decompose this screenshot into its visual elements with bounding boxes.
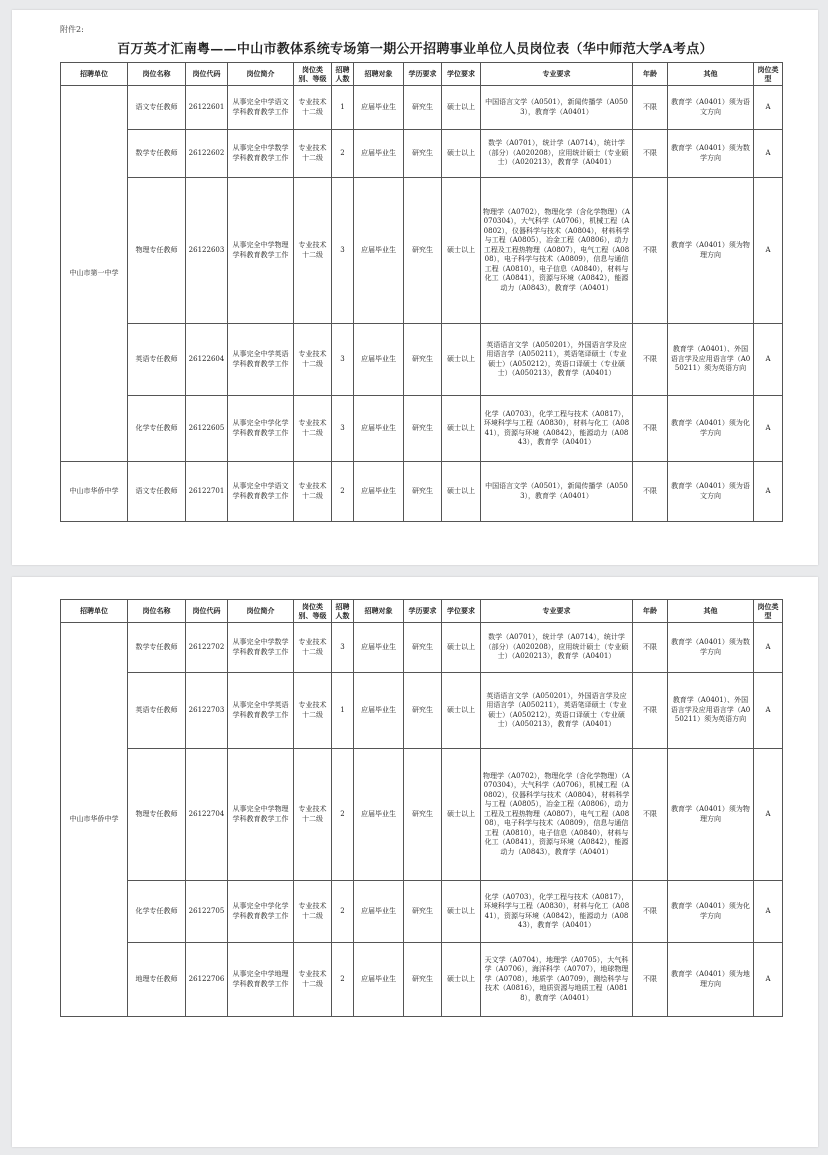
- hire-count: 2: [332, 881, 354, 943]
- position-name: 数学专任教师: [128, 130, 186, 178]
- major-requirement: 英语语言文学（A050201），外国语言学及应用语言学（A050211），英语笔译硕士（专业硕士）（A050212），英语口译硕士（专业硕士）（A050213），教育学（A0401）: [481, 673, 633, 749]
- education-requirement: 研究生: [404, 673, 442, 749]
- hire-count: 2: [332, 130, 354, 178]
- position-level: 专业技术十二级: [294, 673, 332, 749]
- age-requirement: 不限: [633, 462, 668, 522]
- position-type: A: [754, 881, 783, 943]
- degree-requirement: 硕士以上: [442, 324, 481, 396]
- column-header: 招聘人数: [332, 600, 354, 623]
- major-requirement: 中国语言文学（A0501），新闻传播学（A0503），教育学（A0401）: [481, 462, 633, 522]
- position-level: 专业技术十二级: [294, 943, 332, 1017]
- column-header: 岗位代码: [186, 600, 228, 623]
- other-requirement: 教育学（A0401）须为物理方向: [668, 749, 754, 881]
- column-header: 年龄: [633, 600, 668, 623]
- column-header: 其他: [668, 600, 754, 623]
- hire-count: 3: [332, 324, 354, 396]
- table-row: [61, 396, 783, 462]
- age-requirement: 不限: [633, 673, 668, 749]
- other-requirement: 教育学（A0401）须为地理方向: [668, 943, 754, 1017]
- position-level: 专业技术十二级: [294, 881, 332, 943]
- age-requirement: 不限: [633, 623, 668, 673]
- column-header: 岗位名称: [128, 600, 186, 623]
- column-header: 学历要求: [404, 600, 442, 623]
- degree-requirement: 硕士以上: [442, 943, 481, 1017]
- degree-requirement: 硕士以上: [442, 881, 481, 943]
- age-requirement: 不限: [633, 749, 668, 881]
- other-requirement: 教育学（A0401）须为语文方向: [668, 86, 754, 130]
- column-header: 岗位类别、等级: [294, 600, 332, 623]
- position-type: A: [754, 623, 783, 673]
- hire-count: 2: [332, 462, 354, 522]
- position-code: 26122601: [186, 86, 228, 130]
- major-requirement: 天文学（A0704），地理学（A0705），大气科学（A0706），海洋科学（A0707），地球物理学（A0708），地质学（A0709），测绘科学与技术（A0816），地质资源与地质工程（A0818），教育学（A0401）: [481, 943, 633, 1017]
- column-header: 岗位名称: [128, 63, 186, 86]
- other-requirement: 教育学（A0401）须为化学方向: [668, 396, 754, 462]
- position-code: 26122605: [186, 396, 228, 462]
- position-intro: 从事完全中学数学学科教育教学工作: [228, 130, 294, 178]
- hire-count: 1: [332, 86, 354, 130]
- position-type: A: [754, 86, 783, 130]
- other-requirement: 教育学（A0401）须为语文方向: [668, 462, 754, 522]
- education-requirement: 研究生: [404, 881, 442, 943]
- column-header: 年龄: [633, 63, 668, 86]
- position-intro: 从事完全中学化学学科教育教学工作: [228, 881, 294, 943]
- column-header: 岗位简介: [228, 600, 294, 623]
- position-level: 专业技术十二级: [294, 86, 332, 130]
- education-requirement: 研究生: [404, 86, 442, 130]
- position-intro: 从事完全中学英语学科教育教学工作: [228, 673, 294, 749]
- age-requirement: 不限: [633, 86, 668, 130]
- table-row: [61, 673, 783, 749]
- degree-requirement: 硕士以上: [442, 396, 481, 462]
- hire-target: 应届毕业生: [354, 749, 404, 881]
- hire-target: 应届毕业生: [354, 396, 404, 462]
- degree-requirement: 硕士以上: [442, 130, 481, 178]
- column-header: 招聘单位: [61, 63, 128, 86]
- position-type: A: [754, 462, 783, 522]
- positions-table-page-1: [60, 62, 783, 522]
- hire-count: 1: [332, 673, 354, 749]
- hire-target: 应届毕业生: [354, 462, 404, 522]
- position-level: 专业技术十二级: [294, 462, 332, 522]
- position-name: 化学专任教师: [128, 396, 186, 462]
- hire-target: 应届毕业生: [354, 881, 404, 943]
- position-code: 26122706: [186, 943, 228, 1017]
- hiring-unit: 中山市第一中学: [61, 86, 128, 462]
- degree-requirement: 硕士以上: [442, 673, 481, 749]
- position-type: A: [754, 673, 783, 749]
- position-type: A: [754, 324, 783, 396]
- column-header: 岗位类别、等级: [294, 63, 332, 86]
- hire-target: 应届毕业生: [354, 130, 404, 178]
- document-page-1: [12, 10, 818, 565]
- hire-count: 3: [332, 623, 354, 673]
- other-requirement: 教育学（A0401）、外国语言学及应用语言学（A050211）须为英语方向: [668, 324, 754, 396]
- education-requirement: 研究生: [404, 749, 442, 881]
- position-intro: 从事完全中学数学学科教育教学工作: [228, 623, 294, 673]
- document-title: 百万英才汇南粤——中山市教体系统专场第一期公开招聘事业单位人员岗位表（华中师范大学A考点）: [117, 42, 713, 57]
- annex-label: 附件2:: [60, 25, 84, 34]
- column-header: 专业要求: [481, 63, 633, 86]
- other-requirement: 教育学（A0401）须为数学方向: [668, 130, 754, 178]
- education-requirement: 研究生: [404, 943, 442, 1017]
- position-name: 英语专任教师: [128, 673, 186, 749]
- position-intro: 从事完全中学化学学科教育教学工作: [228, 396, 294, 462]
- hire-target: 应届毕业生: [354, 943, 404, 1017]
- position-level: 专业技术十二级: [294, 130, 332, 178]
- position-level: 专业技术十二级: [294, 178, 332, 324]
- degree-requirement: 硕士以上: [442, 86, 481, 130]
- position-name: 英语专任教师: [128, 324, 186, 396]
- major-requirement: 中国语言文学（A0501），新闻传播学（A0503），教育学（A0401）: [481, 86, 633, 130]
- column-header: 岗位代码: [186, 63, 228, 86]
- position-name: 语文专任教师: [128, 86, 186, 130]
- table-row: [61, 324, 783, 396]
- hire-target: 应届毕业生: [354, 324, 404, 396]
- degree-requirement: 硕士以上: [442, 749, 481, 881]
- other-requirement: 教育学（A0401）、外国语言学及应用语言学（A050211）须为英语方向: [668, 673, 754, 749]
- column-header: 岗位简介: [228, 63, 294, 86]
- position-type: A: [754, 749, 783, 881]
- position-code: 26122702: [186, 623, 228, 673]
- position-name: 语文专任教师: [128, 462, 186, 522]
- degree-requirement: 硕士以上: [442, 462, 481, 522]
- age-requirement: 不限: [633, 396, 668, 462]
- table-row: [61, 943, 783, 1017]
- position-code: 26122705: [186, 881, 228, 943]
- column-header: 学位要求: [442, 600, 481, 623]
- position-type: A: [754, 943, 783, 1017]
- major-requirement: 英语语言文学（A050201），外国语言学及应用语言学（A050211），英语笔译硕士（专业硕士）（A050212），英语口译硕士（专业硕士）（A050213），教育学（A0401）: [481, 324, 633, 396]
- position-intro: 从事完全中学英语学科教育教学工作: [228, 324, 294, 396]
- education-requirement: 研究生: [404, 130, 442, 178]
- position-intro: 从事完全中学物理学科教育教学工作: [228, 749, 294, 881]
- hiring-unit: 中山市华侨中学: [61, 462, 128, 522]
- hiring-unit: 中山市华侨中学: [61, 623, 128, 1017]
- age-requirement: 不限: [633, 943, 668, 1017]
- education-requirement: 研究生: [404, 324, 442, 396]
- age-requirement: 不限: [633, 130, 668, 178]
- hire-count: 3: [332, 396, 354, 462]
- table-row: [61, 881, 783, 943]
- position-name: 数学专任教师: [128, 623, 186, 673]
- major-requirement: 数学（A0701），统计学（A0714），统计学（部分）（A020208），应用统计硕士（专业硕士）（A020213），教育学（A0401）: [481, 130, 633, 178]
- table-header-row: [61, 600, 783, 623]
- table-row: [61, 130, 783, 178]
- position-type: A: [754, 396, 783, 462]
- major-requirement: 化学（A0703），化学工程与技术（A0817），环境科学与工程（A0830），材料与化工（A0841），资源与环境（A0842），能源动力（A0843），教育学（A0401）: [481, 881, 633, 943]
- position-intro: 从事完全中学地理学科教育教学工作: [228, 943, 294, 1017]
- column-header: 学历要求: [404, 63, 442, 86]
- hire-count: 3: [332, 178, 354, 324]
- column-header: 专业要求: [481, 600, 633, 623]
- column-header: 岗位类型: [754, 600, 783, 623]
- other-requirement: 教育学（A0401）须为化学方向: [668, 881, 754, 943]
- age-requirement: 不限: [633, 324, 668, 396]
- column-header: 招聘对象: [354, 63, 404, 86]
- position-code: 26122603: [186, 178, 228, 324]
- major-requirement: 物理学（A0702），物理化学（含化学物理）（A070304），大气科学（A0706），机械工程（A0802），仪器科学与技术（A0804），材料科学与工程（A0805），冶金工程（A0806），动力工程及工程热物理（A0807），电气工程（A0808），电子科学与技术（A0809），信息与通信工程（A0810），电子信息（A0840），材料与化工（A0841），资源与环境（A0842），能源动力（A0843），教育学（A0401）: [481, 749, 633, 881]
- hire-target: 应届毕业生: [354, 86, 404, 130]
- table-row: [61, 86, 783, 130]
- education-requirement: 研究生: [404, 396, 442, 462]
- table-header-row: [61, 63, 783, 86]
- position-intro: 从事完全中学语文学科教育教学工作: [228, 86, 294, 130]
- position-code: 26122703: [186, 673, 228, 749]
- hire-target: 应届毕业生: [354, 673, 404, 749]
- other-requirement: 教育学（A0401）须为数学方向: [668, 623, 754, 673]
- age-requirement: 不限: [633, 178, 668, 324]
- position-code: 26122602: [186, 130, 228, 178]
- position-name: 物理专任教师: [128, 749, 186, 881]
- position-code: 26122701: [186, 462, 228, 522]
- education-requirement: 研究生: [404, 178, 442, 324]
- degree-requirement: 硕士以上: [442, 623, 481, 673]
- hire-count: 2: [332, 943, 354, 1017]
- education-requirement: 研究生: [404, 462, 442, 522]
- table-row: [61, 462, 783, 522]
- position-level: 专业技术十二级: [294, 324, 332, 396]
- position-intro: 从事完全中学语文学科教育教学工作: [228, 462, 294, 522]
- position-name: 物理专任教师: [128, 178, 186, 324]
- column-header: 岗位类型: [754, 63, 783, 86]
- column-header: 招聘对象: [354, 600, 404, 623]
- position-intro: 从事完全中学物理学科教育教学工作: [228, 178, 294, 324]
- table-row: [61, 623, 783, 673]
- position-code: 26122604: [186, 324, 228, 396]
- age-requirement: 不限: [633, 881, 668, 943]
- hire-target: 应届毕业生: [354, 623, 404, 673]
- hire-target: 应届毕业生: [354, 178, 404, 324]
- column-header: 学位要求: [442, 63, 481, 86]
- positions-table-page-2: [60, 599, 783, 1017]
- table-row: [61, 178, 783, 324]
- position-type: A: [754, 130, 783, 178]
- column-header: 其他: [668, 63, 754, 86]
- position-code: 26122704: [186, 749, 228, 881]
- column-header: 招聘人数: [332, 63, 354, 86]
- major-requirement: 物理学（A0702），物理化学（含化学物理）（A070304），大气科学（A0706），机械工程（A0802），仪器科学与技术（A0804），材料科学与工程（A0805），冶金工程（A0806），动力工程及工程热物理（A0807），电气工程（A0808），电子科学与技术（A0809），信息与通信工程（A0810），电子信息（A0840），材料与化工（A0841），资源与环境（A0842），能源动力（A0843），教育学（A0401）: [481, 178, 633, 324]
- position-level: 专业技术十二级: [294, 749, 332, 881]
- major-requirement: 数学（A0701），统计学（A0714），统计学（部分）（A020208），应用统计硕士（专业硕士）（A020213），教育学（A0401）: [481, 623, 633, 673]
- education-requirement: 研究生: [404, 623, 442, 673]
- table-row: [61, 749, 783, 881]
- position-name: 化学专任教师: [128, 881, 186, 943]
- other-requirement: 教育学（A0401）须为物理方向: [668, 178, 754, 324]
- position-level: 专业技术十二级: [294, 623, 332, 673]
- position-level: 专业技术十二级: [294, 396, 332, 462]
- degree-requirement: 硕士以上: [442, 178, 481, 324]
- position-name: 地理专任教师: [128, 943, 186, 1017]
- column-header: 招聘单位: [61, 600, 128, 623]
- hire-count: 2: [332, 749, 354, 881]
- position-type: A: [754, 178, 783, 324]
- document-page-2: [12, 577, 818, 1147]
- major-requirement: 化学（A0703），化学工程与技术（A0817），环境科学与工程（A0830），材料与化工（A0841），资源与环境（A0842），能源动力（A0843），教育学（A0401）: [481, 396, 633, 462]
